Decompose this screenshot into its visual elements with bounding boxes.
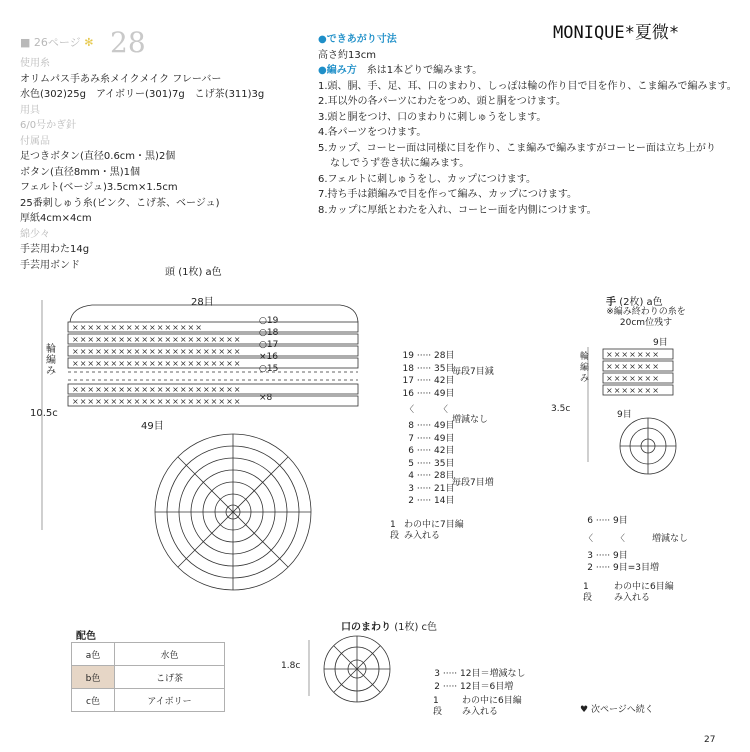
flower-icon: ✻ — [84, 36, 94, 49]
method-step: 5.カップ、コーヒー面は同様に目を作り、こま編みで編みますがコーヒー面は立ち上がり — [318, 142, 716, 154]
head-top-stitches: 28目 — [191, 297, 214, 308]
hand-color: a色 — [646, 297, 663, 308]
yarn-colors: 水色(302)25g アイボリー(301)7g こげ茶(311)3g — [20, 89, 265, 100]
svg-text:××××××××××××××××××××××: ×××××××××××××××××××××× — [72, 347, 242, 356]
head-note-same: 増減なし — [452, 415, 489, 425]
row-mark: ×16 — [259, 352, 278, 362]
method-step: 6.フェルトに刺しゅうをし、カップにつけます。 — [318, 173, 536, 185]
color-name: こげ茶 — [115, 666, 225, 689]
head-top-outline — [70, 305, 358, 322]
color-chart-table — [71, 642, 225, 712]
signature: MONIQUE*夏微* — [553, 23, 680, 43]
method-step: 7.持ち手は鎖編みで目を作って編み、カップにつけます。 — [318, 189, 578, 200]
hand-height: 3.5c — [551, 404, 571, 414]
mouth-title-text: 口のまわり — [341, 622, 391, 633]
method-step: 8.カップに厚紙とわたを入れ、コーヒー面を内側につけます。 — [318, 204, 597, 216]
page-ref-text: 26ページ — [33, 36, 81, 49]
legend-row — [575, 528, 659, 550]
legend-row: 8 ····· 49目 — [386, 420, 454, 433]
legend-row: 6 ····· 42目 — [386, 445, 454, 458]
head-legend — [386, 350, 454, 508]
notion-item: フェルト(ベージュ)3.5cm×1.5cm — [20, 182, 178, 193]
legend-row-number: 7 — [408, 433, 414, 444]
legend-row: 5 ····· 35目 — [386, 458, 454, 471]
head-circle — [155, 434, 311, 590]
color-row — [72, 666, 225, 689]
legend-row-number: 4 — [408, 471, 414, 481]
yarn-heading: 使用糸 — [20, 58, 50, 69]
notions-heading: 付属品 — [20, 135, 50, 147]
legend-stitches: 21目 — [434, 483, 455, 494]
legend-stitches: 49目 — [434, 388, 455, 399]
row-mark: ○18 — [259, 328, 279, 338]
color-row — [72, 643, 225, 666]
mouth-height: 1.8c — [281, 661, 301, 671]
notion-item: 足つきボタン(直径0.6cm・黒)2個 — [20, 151, 176, 162]
hand-title — [606, 293, 663, 308]
color-key: c色 — [72, 689, 115, 712]
row-mark: ○19 — [259, 316, 279, 326]
head-note-dec: 毎段7目減 — [452, 367, 494, 377]
legend-stitches: 〈 — [615, 533, 625, 544]
method-step: 2.耳以外の各パーツにわたをつめ、頭と胴をつけます。 — [318, 96, 566, 107]
mouth-first-row: 1段 — [433, 696, 443, 717]
legend-row-number: 8 — [408, 421, 414, 431]
hand-first-row-note: わの中に6目編み入れる — [614, 582, 674, 603]
legend-row: 19 ····· 28目 — [386, 350, 454, 363]
hand-top-stitches: 9目 — [653, 338, 668, 348]
head-count: (1枚) — [178, 267, 203, 278]
notion-item: 25番刺しゅう糸(ピンク、こげ茶、ベージュ) — [20, 197, 220, 209]
head-note-inc: 毎段7目増 — [452, 478, 494, 488]
legend-row: 4 ····· 28目 — [386, 470, 454, 483]
head-bottom-stitches: 49目 — [141, 421, 164, 432]
svg-text:××××××××××××××××××××××: ×××××××××××××××××××××× — [72, 397, 242, 406]
hand-note-same: 増減なし — [652, 534, 689, 544]
legend-row: 17 ····· 42目 — [386, 375, 454, 388]
notion-item: 手芸用わた14g — [20, 244, 90, 255]
legend-stitches: 14目 — [434, 496, 455, 506]
method-step: 3.頭と胴をつけ、口のまわりに刺しゅうをします。 — [318, 111, 547, 123]
hand-note: ※編み終わりの糸を20cm位残す — [606, 307, 686, 328]
legend-row: 18 ····· 35目 — [386, 363, 454, 376]
mouth-title — [341, 618, 437, 633]
row-mark: ○17 — [259, 340, 279, 350]
legend-row-number: 2 — [408, 496, 414, 506]
legend-row-number: 〈 — [404, 405, 414, 415]
color-key: a色 — [72, 643, 115, 666]
heart-icon: ♥ — [580, 705, 589, 715]
row-mark: ×8 — [259, 393, 273, 403]
method-heading: ●編み方 — [318, 65, 357, 76]
yarn-brand: オリムパス手あみ糸メイクメイク フレーバー — [20, 73, 222, 85]
legend-row-number: 18 — [402, 363, 414, 374]
head-side-label: 輪編み — [46, 344, 56, 377]
legend-row: 7 ····· 49目 — [386, 433, 454, 446]
page-number: 27 — [704, 735, 716, 745]
legend-row-number: 6 — [587, 516, 593, 526]
mouth-first-row-note: わの中に6目編み入れる — [462, 696, 522, 717]
head-first-row: 1段 — [390, 520, 400, 541]
legend-stitches: 42目 — [434, 376, 455, 386]
legend-row: 2 ····· 9目=3目増 — [575, 562, 659, 575]
hand-mid-stitches: 9目 — [617, 410, 632, 420]
legend-row: 3 ····· 21目 — [386, 483, 454, 496]
notion-item: 手芸用ボンド — [20, 259, 80, 271]
color-key: b色 — [72, 666, 115, 689]
legend-row-number: 2 — [587, 563, 593, 573]
svg-text:××××××××××××××××××××××: ×××××××××××××××××××××× — [72, 335, 242, 344]
mouth-count: (1枚) — [394, 622, 419, 633]
legend-stitches: 42目 — [434, 446, 455, 456]
legend-row-number: 5 — [408, 458, 414, 469]
notion-item: 綿少々 — [20, 228, 50, 240]
notion-item: 厚紙4cm×4cm — [20, 213, 92, 224]
pattern-number: 28 — [110, 26, 146, 59]
legend-text: 12目＝増減なし — [460, 669, 526, 679]
legend-stitches: 35目 — [434, 458, 455, 469]
legend-row: 2 ····· 14目 — [386, 495, 454, 508]
legend-row-number: 3 — [408, 483, 414, 494]
head-first-row-note: わの中に7目編み入れる — [404, 520, 464, 541]
legend-stitches: 〈 — [438, 405, 448, 415]
head-row-marks — [259, 315, 278, 404]
color-name: アイボリー — [115, 689, 225, 712]
legend-row-number: 19 — [402, 351, 414, 361]
legend-row-number: 6 — [408, 446, 414, 456]
legend-row-number: 3 — [434, 669, 440, 679]
legend-stitches: 9目=3目増 — [613, 563, 660, 573]
hand-circle — [620, 418, 676, 474]
color-name: 水色 — [115, 643, 225, 666]
legend-row: 2 ····· 12目＝6目増 — [422, 681, 525, 694]
legend-stitches: 28目 — [434, 351, 455, 361]
svg-text:×××××××: ××××××× — [606, 386, 660, 395]
head-color: a色 — [205, 267, 222, 278]
mouth-legend — [422, 668, 525, 693]
legend-stitches: 28目 — [434, 471, 455, 481]
tool-heading: 用具 — [20, 104, 40, 116]
legend-row: 3 ····· 9目 — [575, 550, 659, 563]
svg-text:×××××××: ××××××× — [606, 350, 660, 359]
hand-side-label: 輪編み — [580, 352, 590, 384]
continue-note-text: 次ページへ続く — [590, 705, 654, 715]
legend-row-number: 17 — [402, 376, 414, 386]
mouth-color: c色 — [421, 622, 438, 633]
legend-row-number: 3 — [587, 550, 593, 561]
legend-stitches: 49目 — [434, 421, 455, 431]
head-stitch-text — [72, 323, 241, 406]
mouth-circle — [324, 636, 390, 702]
hand-stitch-text — [606, 350, 660, 395]
method-step: 1.頭、胴、手、足、耳、口のまわり、しっぽは輪の作り目で目を作り、こま編みで編みます。 — [318, 80, 737, 92]
color-chart-heading: 配色 — [76, 631, 96, 642]
svg-text:×××××××××××××××××: ××××××××××××××××× — [72, 323, 203, 332]
method-step: 4.各パーツをつけます。 — [318, 127, 427, 138]
svg-text:×××××××: ××××××× — [606, 362, 660, 371]
legend-row-number: 16 — [402, 388, 414, 399]
head-height: 10.5c — [30, 408, 58, 419]
square-icon: ■ — [20, 36, 31, 49]
legend-stitches: 9目 — [613, 516, 628, 526]
hand-legend — [575, 515, 659, 575]
legend-row-number: 2 — [434, 681, 440, 692]
svg-text:×××××××: ××××××× — [606, 374, 660, 383]
legend-row: 16 ····· 49目 — [386, 388, 454, 401]
continue-note — [580, 702, 654, 715]
legend-stitches: 9目 — [613, 550, 628, 561]
legend-text: 12目＝6目増 — [460, 681, 514, 692]
legend-row-number: 〈 — [583, 533, 593, 544]
svg-text:××××××××××××××××××××××: ×××××××××××××××××××××× — [72, 359, 242, 368]
svg-text:××××××××××××××××××××××: ×××××××××××××××××××××× — [72, 385, 242, 394]
legend-stitches: 35目 — [434, 363, 455, 374]
legend-stitches: 49目 — [434, 433, 455, 444]
finished-size: 高さ約13cm — [318, 49, 376, 61]
legend-row: 3 ····· 12目＝増減なし — [422, 668, 525, 681]
tool: 6/0号かぎ針 — [20, 120, 77, 131]
head-title-text: 頭 — [165, 267, 175, 278]
row-mark: ○15 — [259, 364, 279, 374]
method-step: なしでうず巻き状に編みます。 — [330, 158, 470, 169]
legend-row — [386, 400, 454, 420]
finished-heading: ●できあがり寸法 — [318, 34, 397, 45]
method-note: 糸は1本どりで編みます。 — [366, 65, 483, 76]
notion-item: ボタン(直径8mm・黒)1個 — [20, 166, 141, 178]
legend-row: 6 ····· 9目 — [575, 515, 659, 528]
hand-count: (2枚) — [619, 297, 644, 308]
color-row — [72, 689, 225, 712]
hand-first-row: 1段 — [583, 582, 593, 603]
hand-title-text: 手 — [606, 297, 616, 308]
